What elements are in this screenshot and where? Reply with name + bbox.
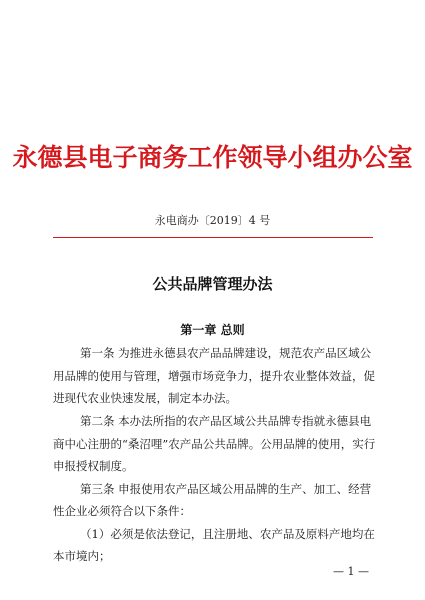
page-number: — 1 — (333, 565, 369, 578)
article-1-line-1: 第一条 为推进永德县农产品品牌建设，规范农产品区域公 (80, 346, 372, 360)
article-1-line-3: 进现代农业快速发展，制定本办法。 (53, 391, 237, 405)
document-title: 公共品牌管理办法 (152, 275, 273, 293)
chapter-heading: 第一章 总则 (180, 323, 245, 337)
issuer-title: 永德县电子商务工作领导小组办公室 (12, 143, 413, 172)
article-2-line-1: 第二条 本办法所指的农产品区域公共品牌专指就永德县电 (80, 414, 372, 428)
document-number: 永电商办〔2019〕4 号 (154, 214, 271, 227)
article-3-line-2: 性企业必须符合以下条件： (53, 504, 191, 518)
condition-1-line-2: 本市境内； (53, 549, 111, 563)
article-1-line-2: 用品牌的使用与管理，增强市场竞争力，提升农业整体效益，促 (53, 369, 375, 383)
red-divider (53, 237, 373, 238)
article-2-line-2: 商中心注册的“桑沼哩”农产品公共品牌。公用品牌的使用，实行 (53, 437, 376, 451)
article-3-line-1: 第三条 申报使用农产品区域公用品牌的生产、加工、经营 (80, 482, 372, 496)
article-2-line-3: 申报授权制度。 (53, 459, 134, 473)
condition-1-line-1: （1）必须是依法登记，且注册地、农产品及原料产地均在 (80, 527, 375, 541)
